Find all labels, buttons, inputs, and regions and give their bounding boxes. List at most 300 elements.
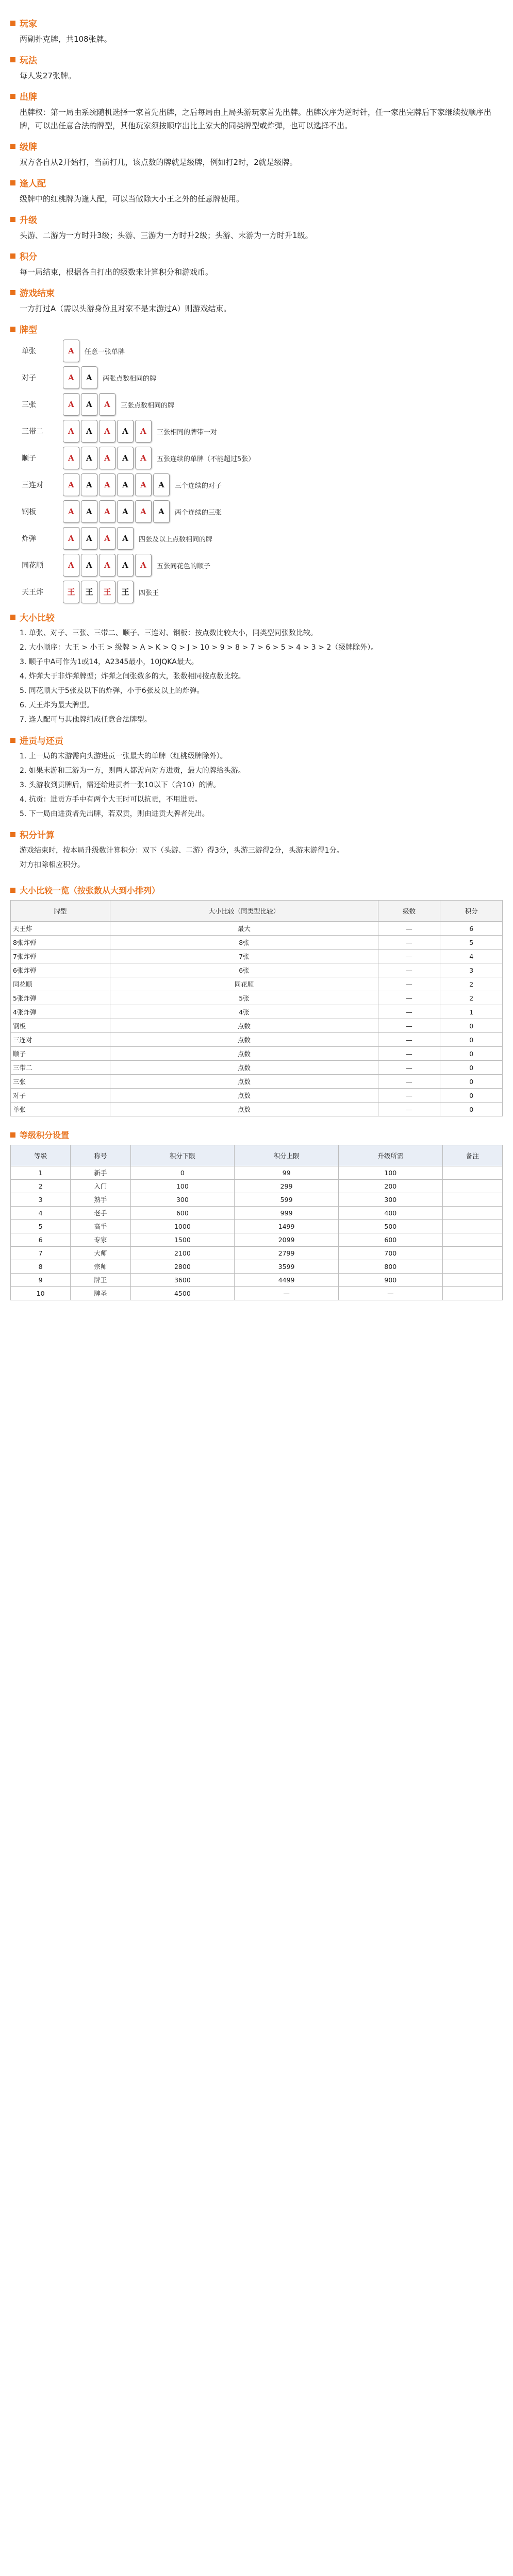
section-title-text: 逢人配 — [20, 179, 46, 189]
table-cell: 大师 — [71, 1247, 130, 1260]
playing-card-icon: A — [81, 500, 97, 523]
table-cell: 6张炸弹 — [11, 963, 110, 977]
table-cell — [442, 1287, 502, 1300]
table-row — [11, 991, 503, 1005]
table-cell: 0 — [130, 1166, 235, 1180]
table-header-cell: 称号 — [71, 1145, 130, 1166]
table-cell: 4 — [11, 1207, 71, 1220]
section-line: 双方各自从2开始打，当前打几，该点数的牌就是级牌，例如打2时，2就是级牌。 — [20, 158, 297, 167]
section-line: 级牌中的红桃牌为逢人配，可以当做除大小王之外的任意牌使用。 — [20, 194, 244, 204]
table-cell: 599 — [235, 1193, 339, 1207]
paixing-label: 炸弹 — [22, 535, 36, 543]
table-cell: — — [235, 1287, 339, 1300]
table-cell: 0 — [440, 1089, 503, 1103]
playing-card-icon: A — [135, 420, 152, 443]
playing-card-icon: A — [153, 500, 170, 523]
section-title-text: 升级 — [20, 215, 37, 226]
paixing-row — [22, 527, 503, 550]
table-cell: 高手 — [71, 1220, 130, 1233]
playing-card-icon: 王 — [63, 581, 79, 603]
playing-card-icon: A — [135, 447, 152, 469]
table-header-cell: 备注 — [442, 1145, 502, 1166]
table-cell: 100 — [338, 1166, 442, 1180]
section-title-tribute: 进贡与还贡 — [10, 734, 503, 747]
table-cell: 400 — [338, 1207, 442, 1220]
paixing-label: 单张 — [22, 347, 36, 355]
section-title — [10, 286, 503, 299]
section-title — [10, 249, 503, 262]
table-cell: 点数 — [110, 1061, 378, 1075]
section-line: 每一局结束，根据各自打出的级数来计算积分和游戏币。 — [20, 267, 213, 277]
table-row — [11, 936, 503, 950]
playing-card-icon: A — [117, 554, 134, 577]
section-title-text: 玩法 — [20, 56, 37, 66]
section-title — [10, 53, 503, 66]
table-cell: 2 — [440, 977, 503, 991]
paixing-label: 三带二 — [22, 428, 43, 436]
table-cell: 0 — [440, 1033, 503, 1047]
table1-title: 大小比较一览（按张数从大到小排列） — [10, 884, 503, 896]
table-cell: 8 — [11, 1260, 71, 1274]
table-cell: 天王炸 — [11, 922, 110, 936]
compare_lines-line: 2. 大小顺序：大王 > 小王 > 级牌 > A > K > Q > J > 10 > 9 > 8 > 7 > 6 > 5 > 4 > 3 > 2（级牌除外）。 — [20, 643, 378, 652]
table-cell: 4张 — [110, 1005, 378, 1019]
table-cell: 对子 — [11, 1089, 110, 1103]
paixing-row — [22, 473, 503, 496]
table-cell: 8张炸弹 — [11, 936, 110, 950]
compare_lines-line: 6. 天王炸为最大牌型。 — [20, 701, 94, 709]
table-cell: 1 — [11, 1166, 71, 1180]
playing-card-icon: A — [81, 366, 97, 389]
table-row — [11, 1247, 503, 1260]
table-cell: 900 — [338, 1274, 442, 1287]
table-cell: 0 — [440, 1019, 503, 1033]
table-cell — [442, 1233, 502, 1247]
table-cell: 1499 — [235, 1220, 339, 1233]
table-cell: — — [378, 1033, 440, 1047]
section-title — [10, 213, 503, 226]
section-title — [10, 176, 503, 189]
bullet-icon — [10, 94, 15, 99]
paixing-label: 对子 — [22, 374, 36, 382]
bullet-icon — [10, 21, 15, 26]
table-cell: 专家 — [71, 1233, 130, 1247]
paixing-note: 四张及以上点数相同的牌 — [139, 535, 213, 544]
card-group — [63, 340, 79, 362]
score_lines-line: 游戏结束时，按本局升级数计算积分：双下（头游、二游）得3分，头游三游得2分，头游末游得1分。 — [20, 846, 344, 855]
table-cell: — — [378, 977, 440, 991]
table-row — [11, 1287, 503, 1300]
table-cell: 点数 — [110, 1103, 378, 1116]
playing-card-icon: A — [99, 393, 115, 416]
table-cell: — — [378, 991, 440, 1005]
bullet-icon — [10, 57, 15, 62]
table-cell — [442, 1247, 502, 1260]
table-cell: 4499 — [235, 1274, 339, 1287]
bullet-icon — [10, 144, 15, 149]
card-group — [63, 473, 170, 496]
table-cell: 顺子 — [11, 1047, 110, 1061]
table-row — [11, 1005, 503, 1019]
table-cell: — — [378, 1075, 440, 1089]
section-title — [10, 140, 503, 152]
table-cell: 1500 — [130, 1233, 235, 1247]
playing-card-icon: A — [63, 527, 79, 550]
table-cell — [442, 1274, 502, 1287]
playing-card-icon: A — [135, 500, 152, 523]
playing-card-icon: A — [63, 554, 79, 577]
table-cell: 600 — [338, 1233, 442, 1247]
paixing-label: 同花顺 — [22, 562, 43, 570]
table-row — [11, 1193, 503, 1207]
table-cell: 钢板 — [11, 1019, 110, 1033]
section-title-text: 积分 — [20, 252, 37, 262]
table-row — [11, 1103, 503, 1116]
paixing-label: 天王炸 — [22, 588, 43, 597]
table-row — [11, 1207, 503, 1220]
table-cell: 点数 — [110, 1075, 378, 1089]
section-title-text: 游戏结束 — [20, 289, 55, 299]
playing-card-icon: A — [63, 340, 79, 362]
table2-title: 等级积分设置 — [10, 1129, 503, 1141]
table-cell: 1 — [440, 1005, 503, 1019]
playing-card-icon: A — [99, 554, 115, 577]
table-cell: 700 — [338, 1247, 442, 1260]
bullet-icon — [10, 217, 15, 222]
playing-card-icon: A — [81, 420, 97, 443]
table-cell: 3 — [11, 1193, 71, 1207]
table-cell: 老手 — [71, 1207, 130, 1220]
paixing-note: 任意一张单牌 — [85, 348, 125, 356]
paixing-label: 三张 — [22, 401, 36, 409]
table-row — [11, 1260, 503, 1274]
table-cell: 10 — [11, 1287, 71, 1300]
compare_lines-line: 1. 单张、对子、三张、三带二、顺子、三连对、钢板：按点数比较大小，同类型同张数比较。 — [20, 629, 318, 637]
card-group — [63, 447, 152, 469]
table-cell: — — [378, 1089, 440, 1103]
playing-card-icon: A — [63, 447, 79, 469]
section-line: 两副扑克牌，共108张牌。 — [20, 35, 112, 44]
paixing-note: 两张点数相同的牌 — [103, 375, 157, 383]
table-header-cell: 升级所需 — [338, 1145, 442, 1166]
table-cell: 999 — [235, 1207, 339, 1220]
table-cell: — — [378, 963, 440, 977]
table-cell: 牌王 — [71, 1274, 130, 1287]
table-cell: 2100 — [130, 1247, 235, 1260]
table-cell: 500 — [338, 1220, 442, 1233]
section-line: 每人发27张牌。 — [20, 71, 76, 80]
playing-card-icon: A — [81, 447, 97, 469]
playing-card-icon: A — [153, 473, 170, 496]
section-title-text: 级牌 — [20, 142, 37, 152]
table-row — [11, 1033, 503, 1047]
paixing-list — [10, 340, 503, 603]
section-title — [10, 90, 503, 103]
table-cell: 三带二 — [11, 1061, 110, 1075]
bullet-icon — [10, 253, 15, 259]
playing-card-icon: A — [63, 500, 79, 523]
table-header-row — [11, 1145, 503, 1166]
table-cell: — — [378, 922, 440, 936]
bullet-icon — [10, 832, 15, 837]
table-cell — [442, 1193, 502, 1207]
table-cell: 600 — [130, 1207, 235, 1220]
table-cell: 5 — [11, 1220, 71, 1233]
table-cell: 4张炸弹 — [11, 1005, 110, 1019]
playing-card-icon: A — [135, 473, 152, 496]
section-title-paixing: 牌型 — [10, 323, 503, 335]
table-cell: 3 — [440, 963, 503, 977]
playing-card-icon: 王 — [99, 581, 115, 603]
playing-card-icon: A — [63, 366, 79, 389]
table-cell: 2099 — [235, 1233, 339, 1247]
playing-card-icon: A — [99, 527, 115, 550]
table-cell: 单张 — [11, 1103, 110, 1116]
card-group — [63, 420, 152, 443]
tribute-list — [10, 750, 503, 821]
compare_lines-line: 4. 炸弹大于非炸弹牌型；炸弹之间张数多的大，张数相同按点数比较。 — [20, 672, 245, 681]
compare_lines-line: 5. 同花顺大于5张及以下的炸弹，小于6张及以上的炸弹。 — [20, 687, 204, 695]
table-header-cell: 等级 — [11, 1145, 71, 1166]
table-row — [11, 1019, 503, 1033]
table-cell: 3600 — [130, 1274, 235, 1287]
table-cell: 熟手 — [71, 1193, 130, 1207]
table-cell: 点数 — [110, 1047, 378, 1061]
paixing-label: 钢板 — [22, 508, 36, 516]
card-group — [63, 500, 170, 523]
table-cell: 同花顺 — [110, 977, 378, 991]
compare-table — [10, 900, 503, 1116]
paixing-row — [22, 366, 503, 389]
playing-card-icon: A — [81, 393, 97, 416]
table-cell: 6 — [440, 922, 503, 936]
table-cell: 5张 — [110, 991, 378, 1005]
card-group — [63, 527, 134, 550]
table-cell — [442, 1166, 502, 1180]
compare-list — [10, 626, 503, 726]
table-cell: 99 — [235, 1166, 339, 1180]
table-header-cell: 积分上限 — [235, 1145, 339, 1166]
table-cell: — — [378, 1103, 440, 1116]
table-cell: 点数 — [110, 1089, 378, 1103]
section-line: 头游、二游为一方时升3级；头游、三游为一方时升2级；头游、末游为一方时升1级。 — [20, 231, 313, 240]
table-cell: 9 — [11, 1274, 71, 1287]
tribute_lines-line: 1. 上一局的末游需向头游进贡一张最大的单牌（红桃级牌除外）。 — [20, 752, 227, 760]
bullet-icon — [10, 888, 15, 893]
table-row — [11, 1220, 503, 1233]
table-cell: 最大 — [110, 922, 378, 936]
card-group — [63, 581, 134, 603]
bullet-icon — [10, 180, 15, 185]
card-group — [63, 393, 115, 416]
table-cell: 点数 — [110, 1019, 378, 1033]
table-cell: 0 — [440, 1103, 503, 1116]
card-group — [63, 366, 97, 389]
table-row — [11, 1061, 503, 1075]
table-cell: 4 — [440, 950, 503, 963]
playing-card-icon: A — [81, 527, 97, 550]
playing-card-icon: A — [99, 500, 115, 523]
table-cell: — — [378, 1047, 440, 1061]
table-cell: 100 — [130, 1180, 235, 1193]
table-cell: 300 — [338, 1193, 442, 1207]
table-row — [11, 1180, 503, 1193]
playing-card-icon: A — [99, 420, 115, 443]
section-line: 一方打过A（需以头游身份且对家不是末游过A）则游戏结束。 — [20, 304, 231, 313]
paixing-note: 两个连续的三张 — [175, 509, 222, 517]
paixing-row — [22, 447, 503, 469]
table-cell: 299 — [235, 1180, 339, 1193]
playing-card-icon: A — [63, 393, 79, 416]
table-body — [11, 922, 503, 1116]
table-cell: 7张炸弹 — [11, 950, 110, 963]
table-cell: — — [378, 1005, 440, 1019]
table-row — [11, 963, 503, 977]
playing-card-icon: 王 — [117, 581, 134, 603]
table-cell: 新手 — [71, 1166, 130, 1180]
table-cell: 4500 — [130, 1287, 235, 1300]
table-header-cell: 积分 — [440, 901, 503, 922]
paixing-note: 三张相同的牌带一对 — [157, 428, 218, 436]
table-cell: 0 — [440, 1075, 503, 1089]
level-table — [10, 1145, 503, 1300]
table-row — [11, 1166, 503, 1180]
playing-card-icon: 王 — [81, 581, 97, 603]
paixing-row — [22, 420, 503, 443]
section-title — [10, 16, 503, 29]
playing-card-icon: A — [63, 420, 79, 443]
table-row — [11, 1075, 503, 1089]
table-cell: 3599 — [235, 1260, 339, 1274]
paixing-row — [22, 393, 503, 416]
table-header-row — [11, 901, 503, 922]
section-title-score: 积分计算 — [10, 828, 503, 841]
tribute_lines-line: 2. 如果末游和三游为一方，则两人都需向对方进贡，最大的牌给头游。 — [20, 767, 245, 775]
table-cell: 牌圣 — [71, 1287, 130, 1300]
bullet-icon — [10, 1132, 15, 1138]
tribute_lines-line: 4. 抗贡：进贡方手中有两个大王时可以抗贡，不用进贡。 — [20, 795, 202, 804]
table-cell: 7 — [11, 1247, 71, 1260]
table-cell: 三张 — [11, 1075, 110, 1089]
playing-card-icon: A — [99, 473, 115, 496]
table-cell: 入门 — [71, 1180, 130, 1193]
bullet-icon — [10, 290, 15, 295]
compare_lines-line: 7. 逢人配可与其他牌组成任意合法牌型。 — [20, 716, 152, 724]
card-group — [63, 554, 152, 577]
paixing-row — [22, 554, 503, 577]
table-cell: 7张 — [110, 950, 378, 963]
paixing-label: 顺子 — [22, 454, 36, 463]
section-title-text: 玩家 — [20, 19, 37, 29]
table-body — [11, 1166, 503, 1300]
section-line: 出牌权：第一局由系统随机选择一家首先出牌，之后每局由上局头游玩家首先出牌。出牌次序为逆时针，任一家出完牌后下家继续按顺序出牌，可以出任意合法的牌型，其他玩家须按顺序出比上家大的同类牌型或炸弹，也可以选择不出。 — [20, 108, 492, 130]
table-cell: 三连对 — [11, 1033, 110, 1047]
section-title-text: 出牌 — [20, 92, 37, 103]
score_lines-line: 对方扣除相应积分。 — [20, 861, 85, 869]
table-cell: 2799 — [235, 1247, 339, 1260]
table-row — [11, 950, 503, 963]
table-cell: 2800 — [130, 1260, 235, 1274]
playing-card-icon: A — [81, 473, 97, 496]
table-header-cell: 级数 — [378, 901, 440, 922]
tribute_lines-line: 5. 下一局由进贡者先出牌，若双贡，则由进贡大牌者先出。 — [20, 810, 209, 818]
paixing-row — [22, 340, 503, 362]
playing-card-icon: A — [117, 447, 134, 469]
table-row — [11, 1047, 503, 1061]
paixing-label: 三连对 — [22, 481, 43, 489]
paixing-note: 三张点数相同的牌 — [121, 401, 175, 410]
table-cell: 2 — [440, 991, 503, 1005]
table-cell — [442, 1260, 502, 1274]
table-row — [11, 1233, 503, 1247]
table-cell: 8张 — [110, 936, 378, 950]
table-cell: — — [378, 1061, 440, 1075]
table-cell: 0 — [440, 1047, 503, 1061]
table-header-cell: 积分下限 — [130, 1145, 235, 1166]
paixing-note: 三个连续的对子 — [175, 482, 222, 490]
playing-card-icon: A — [81, 554, 97, 577]
table-row — [11, 1274, 503, 1287]
table-header-cell: 大小比较（同类型比较） — [110, 901, 378, 922]
table-row — [11, 1089, 503, 1103]
table-cell: 300 — [130, 1193, 235, 1207]
table-cell: 6张 — [110, 963, 378, 977]
paixing-note: 五张同花色的顺子 — [157, 562, 211, 570]
paixing-note: 五张连续的单牌（不能超过5张） — [157, 455, 255, 463]
tribute_lines-line: 3. 头游收到贡牌后，需还给进贡者一张10以下（含10）的牌。 — [20, 781, 221, 789]
bullet-icon — [10, 327, 15, 332]
bullet-icon — [10, 738, 15, 743]
bullet-icon — [10, 615, 15, 620]
paixing-row — [22, 500, 503, 523]
table-cell: 200 — [338, 1180, 442, 1193]
table-cell — [442, 1220, 502, 1233]
table-cell — [442, 1180, 502, 1193]
table-cell: 点数 — [110, 1033, 378, 1047]
table-cell: 5张炸弹 — [11, 991, 110, 1005]
table-cell: 1000 — [130, 1220, 235, 1233]
playing-card-icon: A — [117, 500, 134, 523]
paixing-row — [22, 581, 503, 603]
score-list — [10, 844, 503, 872]
table-cell: 5 — [440, 936, 503, 950]
table-header-cell: 牌型 — [11, 901, 110, 922]
table-cell: 6 — [11, 1233, 71, 1247]
rule-sections — [10, 16, 503, 315]
table-cell: — — [378, 950, 440, 963]
playing-card-icon: A — [135, 554, 152, 577]
table-cell — [442, 1207, 502, 1220]
section-title-compare: 大小比较 — [10, 611, 503, 623]
playing-card-icon: A — [117, 527, 134, 550]
table-row — [11, 977, 503, 991]
compare_lines-line: 3. 顺子中A可作为1或14，A2345最小，10JQKA最大。 — [20, 658, 198, 666]
playing-card-icon: A — [63, 473, 79, 496]
table-cell: — — [378, 936, 440, 950]
table-cell: 2 — [11, 1180, 71, 1193]
table-cell: 800 — [338, 1260, 442, 1274]
playing-card-icon: A — [117, 473, 134, 496]
playing-card-icon: A — [117, 420, 134, 443]
playing-card-icon: A — [99, 447, 115, 469]
table-cell: 宗师 — [71, 1260, 130, 1274]
table-cell: 0 — [440, 1061, 503, 1075]
table-cell: — — [378, 1019, 440, 1033]
table-cell: 同花顺 — [11, 977, 110, 991]
paixing-note: 四张王 — [139, 589, 159, 597]
table-cell: — — [338, 1287, 442, 1300]
table-row — [11, 922, 503, 936]
